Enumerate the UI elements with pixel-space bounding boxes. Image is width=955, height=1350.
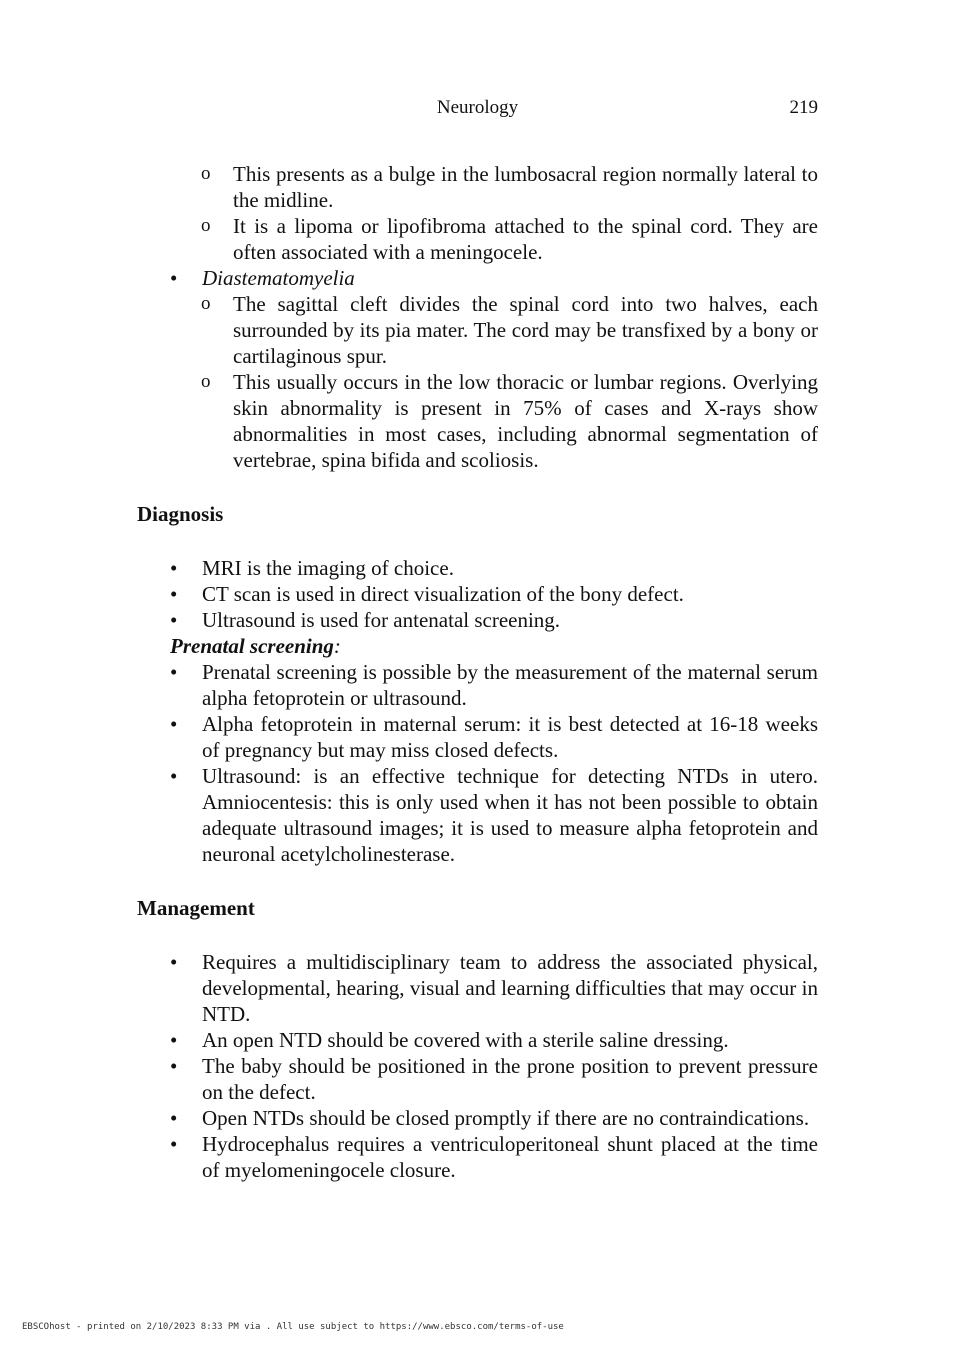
management-list: [137, 949, 818, 1183]
list-item-text: Hydrocephalus requires a ventriculoperitoneal shunt placed at the time of myelomeningocele closure.: [202, 1132, 818, 1182]
disc-bullet-icon: •: [170, 1054, 178, 1078]
diastematomyelia-sublist: [137, 291, 818, 473]
list-item: [137, 291, 818, 369]
list-item-text: MRI is the imaging of choice.: [202, 556, 454, 580]
list-item: [137, 607, 818, 633]
subheading-text: Prenatal screening: [170, 634, 334, 658]
list-item-text: It is a lipoma or lipofibroma attached to the spinal cord. They are often associated with a meningocele.: [233, 214, 818, 264]
circle-bullet-icon: o: [201, 215, 211, 236]
list-item-text: Alpha fetoprotein in maternal serum: it is best detected at 16-18 weeks of pregnancy but may miss closed defects.: [202, 712, 818, 762]
circle-bullet-icon: o: [201, 293, 211, 314]
list-item-text: Open NTDs should be closed promptly if there are no contraindications.: [202, 1106, 810, 1130]
list-item: [137, 555, 818, 581]
disc-bullet-icon: •: [170, 950, 178, 974]
list-item-text: The baby should be positioned in the prone position to prevent pressure on the defect.: [202, 1054, 818, 1104]
continued-sublist: [137, 161, 818, 265]
prenatal-screening-list: [137, 659, 818, 867]
list-item: [137, 161, 818, 213]
list-item-text: Requires a multidisciplinary team to address the associated physical, developmental, hearing, visual and learning difficulties that may occur in NTD.: [202, 950, 818, 1026]
disc-bullet-icon: •: [170, 266, 178, 290]
list-item-diastematomyelia: [137, 265, 818, 473]
list-item: [137, 949, 818, 1027]
list-item: [137, 581, 818, 607]
list-item-text: Ultrasound is used for antenatal screening.: [202, 608, 561, 632]
list-item: [137, 1131, 818, 1183]
circle-bullet-icon: o: [201, 371, 211, 392]
disc-bullet-icon: •: [170, 556, 178, 580]
prenatal-screening-heading: [137, 633, 818, 659]
page-body: [137, 161, 818, 1183]
diastematomyelia-list: [137, 265, 818, 473]
disc-bullet-icon: •: [170, 1132, 178, 1156]
spacer: [137, 473, 818, 501]
list-item: [137, 213, 818, 265]
disc-bullet-icon: •: [170, 1028, 178, 1052]
list-item-label: Diastematomyelia: [202, 266, 355, 290]
list-item: [137, 659, 818, 711]
disc-bullet-icon: •: [170, 712, 178, 736]
list-item-text: Ultrasound: is an effective technique for detecting NTDs in utero. Amniocentesis: this is only used when it has not been possible to obtain adequate ultrasound images; it is used to measure alpha fetoprotein and neuronal acetylcholinesterase.: [202, 764, 818, 866]
spacer: [137, 867, 818, 895]
disc-bullet-icon: •: [170, 660, 178, 684]
list-item: [137, 1027, 818, 1053]
subheading-colon: :: [333, 634, 341, 658]
list-item-text: This usually occurs in the low thoracic or lumbar regions. Overlying skin abnormality is present in 75% of cases and X-rays show abnormalities in most cases, including abnormal segmentation of vertebrae, spina bifida and scoliosis.: [233, 370, 818, 472]
list-item: [137, 711, 818, 763]
section-heading-diagnosis: Diagnosis: [137, 502, 224, 526]
disc-bullet-icon: •: [170, 764, 178, 788]
print-footer: EBSCOhost - printed on 2/10/2023 8:33 PM via . All use subject to https://www.ebsco.com/terms-of-use: [22, 1322, 564, 1332]
disc-bullet-icon: •: [170, 582, 178, 606]
page-number: 219: [789, 97, 818, 118]
list-item: [137, 763, 818, 867]
list-item-text: Prenatal screening is possible by the measurement of the maternal serum alpha fetoprotein or ultrasound.: [202, 660, 818, 710]
list-item-text: An open NTD should be covered with a sterile saline dressing.: [202, 1028, 729, 1052]
running-title: Neurology: [436, 97, 519, 118]
running-header: [137, 97, 818, 121]
spacer: [137, 921, 818, 949]
list-item: [137, 369, 818, 473]
disc-bullet-icon: •: [170, 608, 178, 632]
section-heading-management: Management: [137, 896, 255, 920]
disc-bullet-icon: •: [170, 1106, 178, 1130]
diagnosis-list: [137, 555, 818, 633]
list-item-text: This presents as a bulge in the lumbosacral region normally lateral to the midline.: [233, 162, 818, 212]
list-item: [137, 1053, 818, 1105]
list-item: [137, 1105, 818, 1131]
circle-bullet-icon: o: [201, 163, 211, 184]
spacer: [137, 527, 818, 555]
list-item-text: The sagittal cleft divides the spinal cord into two halves, each surrounded by its pia mater. The cord may be transfixed by a bony or cartilaginous spur.: [233, 292, 818, 368]
list-item-text: CT scan is used in direct visualization of the bony defect.: [202, 582, 684, 606]
